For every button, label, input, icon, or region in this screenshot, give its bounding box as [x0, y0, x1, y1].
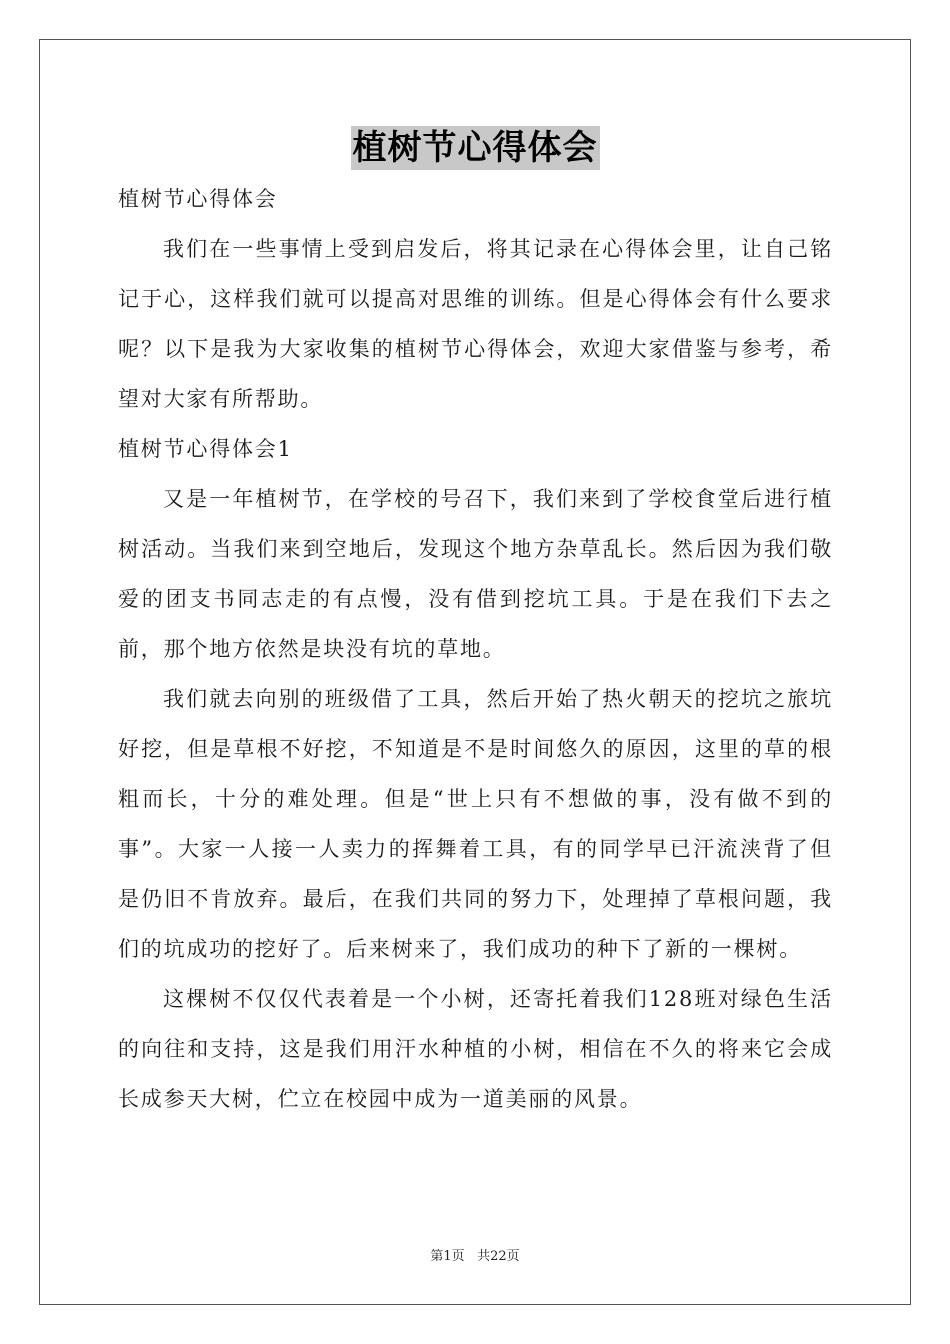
section-heading: 植树节心得体会1 — [118, 437, 293, 461]
body-paragraph: 又是一年植树节，在学校的号召下，我们来到了学校食堂后进行植树活动。当我们来到空地后，发现这个地方杂草乱长。然后因为我们敬爱的团支书同志走的有点慢，没有借到挖坑工具。于是在我们下去之前，那个地方依然是块没有坑的草地。 — [118, 487, 833, 661]
page-number: 第1页 — [430, 1249, 465, 1264]
page-footer — [0, 1248, 950, 1266]
subtitle-line: 植树节心得体会 — [118, 187, 278, 211]
document-title: 植树节心得体会 — [352, 128, 598, 168]
document-body — [118, 174, 833, 1124]
body-paragraph: 我们就去向别的班级借了工具，然后开始了热火朝天的挖坑之旅坑好挖，但是草根不好挖，不知道是不是时间悠久的原因，这里的草的根粗而长，十分的难处理。但是“世上只有不想做的事，没有做不到的事”。大家一人接一人卖力的挥舞着工具，有的同学早已汗流浃背了但是仍旧不肯放弃。最后，在我们共同的努力下，处理掉了草根问题，我们的坑成功的挖好了。后来树来了，我们成功的种下了新的一棵树。 — [118, 687, 833, 961]
page-total: 共22页 — [477, 1249, 520, 1264]
intro-paragraph: 我们在一些事情上受到启发后，将其记录在心得体会里，让自己铭记于心，这样我们就可以提高对思维的训练。但是心得体会有什么要求呢？以下是我为大家收集的植树节心得体会，欢迎大家借鉴与参考，希望对大家有所帮助。 — [118, 237, 833, 411]
title-container — [0, 126, 950, 170]
body-paragraph: 这棵树不仅仅代表着是一个小树，还寄托着我们128班对绿色生活的向往和支持，这是我们用汗水种植的小树，相信在不久的将来它会成长成参天大树，伫立在校园中成为一道美丽的风景。 — [118, 987, 833, 1111]
